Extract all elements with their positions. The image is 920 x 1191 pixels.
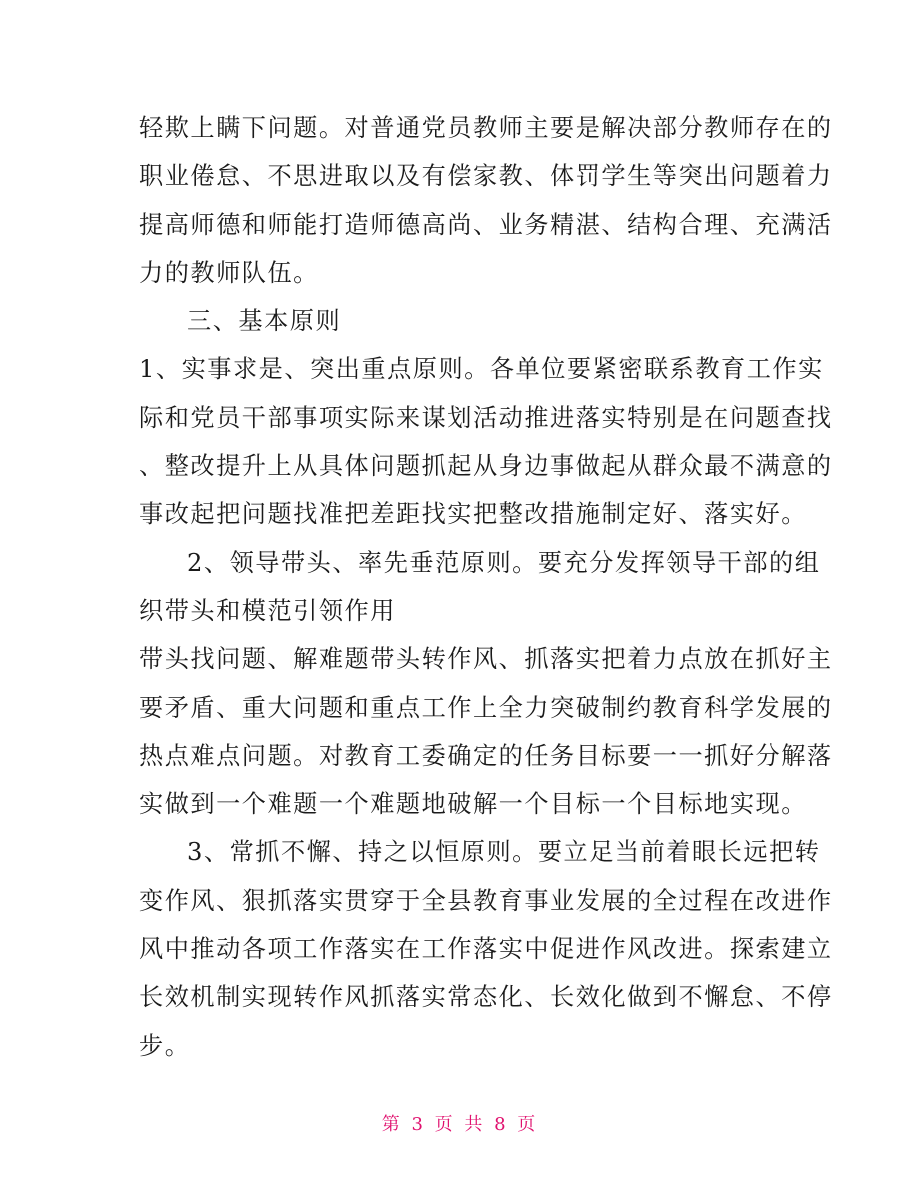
text-line: 事改起把问题找准把差距找实把整改措施制定好、落实好。 (139, 500, 807, 529)
text-line: 带头找问题、解难题带头转作风、抓落实把着力点放在抓好主 (139, 645, 833, 674)
text-line: 步。 (139, 1031, 191, 1060)
text-line: 力的教师队伍。 (139, 258, 319, 287)
text-line: 热点难点问题。对教育工委确定的任务目标要一一抓好分解落 (139, 741, 833, 770)
text-line: 提高师德和师能打造师德高尚、业务精湛、结构合理、充满活 (139, 210, 833, 239)
text-line: 长效机制实现转作风抓落实常态化、长效化做到不懈怠、不停 (139, 983, 833, 1012)
section-heading-basic-principles (139, 297, 789, 345)
text-line: 际和党员干部事项实际来谋划活动推进落实特别是在问题查找 (139, 403, 833, 432)
text-line: 变作风、狠抓落实贯穿于全县教育事业发展的全过程在改进作 (139, 886, 833, 915)
section-heading: 三、基本原则 (187, 307, 342, 336)
text-line: 风中推动各项工作落实在工作落实中促进作风改进。探索建立 (139, 935, 833, 964)
page-number-footer: 第 3 页 共 8 页 (381, 1114, 539, 1135)
text-line: 、整改提升上从具体问题抓起从身边事做起从群众最不满意的 (139, 452, 833, 481)
text-line: 2、领导带头、率先垂范原则。要充分发挥领导干部的组 (187, 548, 821, 577)
paragraph-principle-3 (139, 828, 833, 1069)
text-line: 职业倦怠、不思进取以及有偿家教、体罚学生等突出问题着力 (139, 162, 833, 191)
text-line: 1、实事求是、突出重点原则。各单位要紧密联系教育工作实 (139, 355, 824, 384)
document-body (139, 104, 833, 1070)
text-line: 轻欺上瞒下问题。对普通党员教师主要是解决部分教师存在的 (139, 114, 833, 142)
paragraph-intro-continued (139, 104, 833, 297)
text-line: 要矛盾、重大问题和重点工作上全力突破制约教育科学发展的 (139, 693, 833, 722)
paragraph-principle-1 (139, 345, 833, 538)
paragraph-principle-2 (139, 539, 833, 829)
text-line: 3、常抓不懈、持之以恒原则。要立足当前着眼长远把转 (187, 838, 821, 867)
text-line: 实做到一个难题一个难题地破解一个目标一个目标地实现。 (139, 790, 807, 819)
text-line: 织带头和模范引领作用 (139, 596, 396, 625)
